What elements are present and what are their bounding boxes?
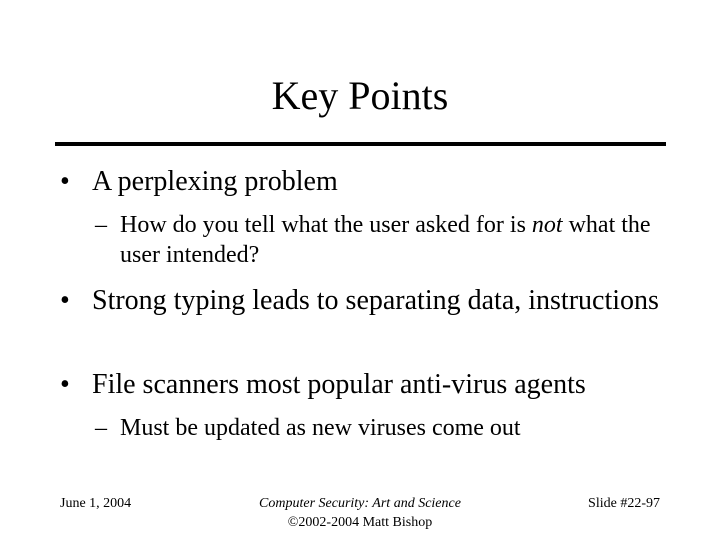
sub-bullet-marker: –	[95, 212, 107, 238]
sub-bullet-text: Must be updated as new viruses come out	[120, 415, 521, 441]
bullet-item	[60, 166, 680, 198]
bullet-text: Strong typing leads to separating data, instructions	[92, 285, 659, 316]
bullet-marker: •	[60, 166, 70, 197]
sub-bullet-text	[120, 210, 665, 270]
bullet-item	[60, 369, 690, 401]
sub-bullet-item	[95, 210, 665, 270]
sub-bullet-text-part: How do you tell what the user asked for is	[120, 212, 532, 238]
bullet-marker: •	[60, 369, 70, 400]
bullet-marker: •	[60, 285, 70, 316]
footer-date: June 1, 2004	[60, 496, 132, 511]
footer-copyright: ©2002-2004 Matt Bishop	[287, 515, 433, 530]
title-divider	[55, 142, 666, 146]
footer-course-info	[210, 494, 510, 532]
footer-slide-number: Slide #22-97	[588, 496, 660, 511]
sub-bullet-text-part: what the user intended?	[120, 212, 651, 268]
sub-bullet-item	[95, 413, 665, 443]
sub-bullet-marker: –	[95, 415, 107, 441]
emphasis-text: not	[531, 212, 563, 238]
bullet-item	[60, 285, 680, 317]
bullet-text: A perplexing problem	[92, 166, 338, 197]
footer-course-title: Computer Security: Art and Science	[259, 496, 461, 511]
bullet-text: File scanners most popular anti-virus agents	[92, 369, 586, 400]
slide-title: Key Points	[271, 73, 449, 118]
